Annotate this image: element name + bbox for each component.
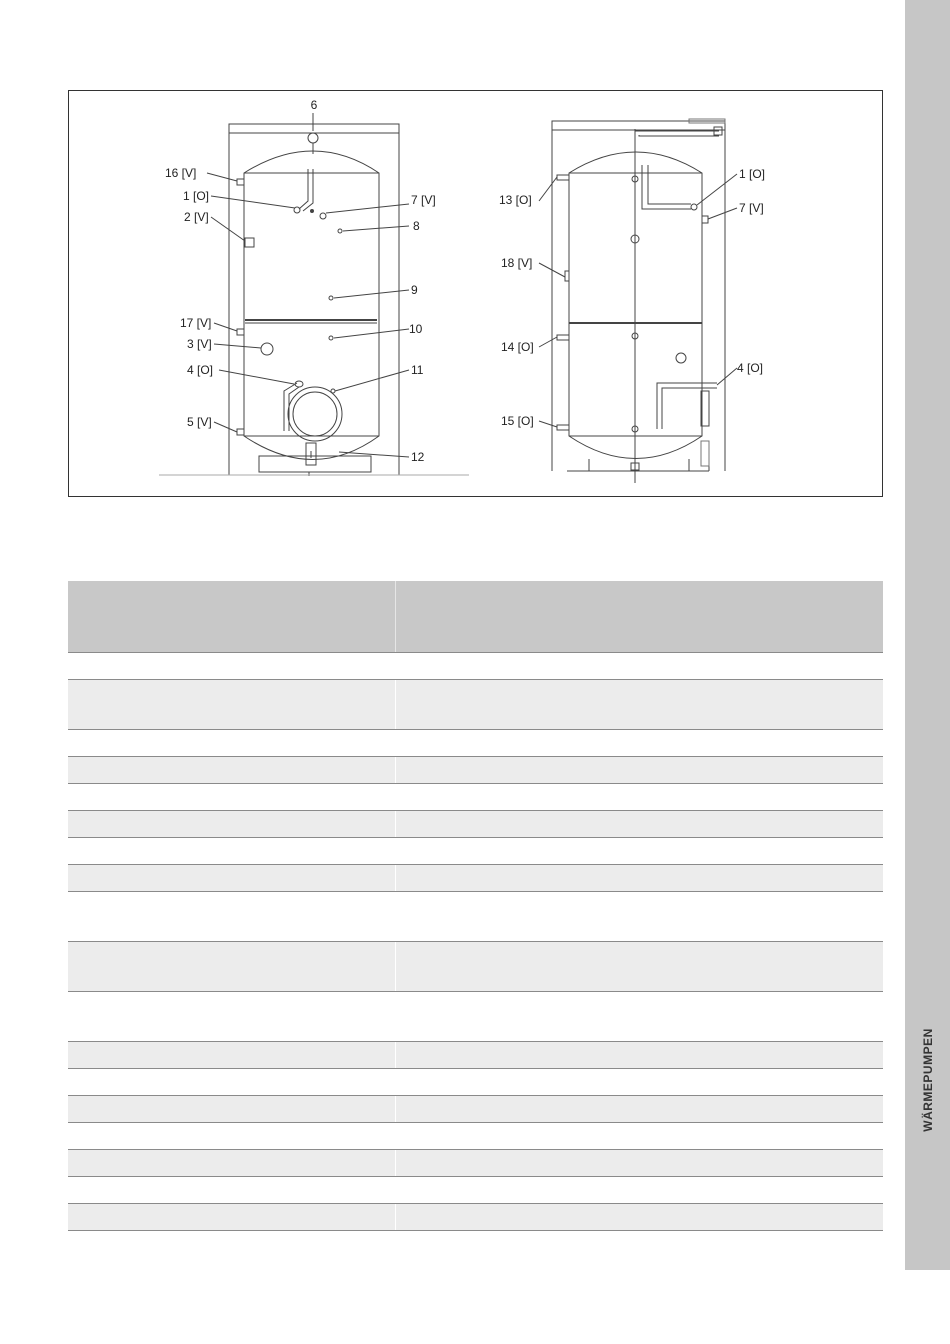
left-tank-body bbox=[244, 151, 379, 460]
label-2v: 2 [V] bbox=[184, 210, 209, 224]
table-row bbox=[68, 784, 883, 811]
label-15o: 15 [O] bbox=[501, 414, 534, 428]
label-9: 9 bbox=[411, 283, 418, 297]
label-18v: 18 [V] bbox=[501, 256, 533, 270]
label-12: 12 bbox=[411, 450, 425, 464]
tank-diagram-figure bbox=[68, 90, 883, 497]
table-row bbox=[68, 1123, 883, 1150]
table-header-cell-1 bbox=[68, 581, 396, 652]
label-3v: 3 [V] bbox=[187, 337, 212, 351]
label-13o: 13 [O] bbox=[499, 193, 532, 207]
table-row bbox=[68, 1150, 883, 1177]
label-1o-right: 1 [O] bbox=[739, 167, 766, 181]
table-row bbox=[68, 811, 883, 838]
table-row bbox=[68, 653, 883, 680]
table-row bbox=[68, 680, 883, 730]
table-row bbox=[68, 892, 883, 942]
label-6: 6 bbox=[310, 98, 318, 112]
table-row bbox=[68, 992, 883, 1042]
label-14o: 14 [O] bbox=[501, 340, 534, 354]
table-row bbox=[68, 1096, 883, 1123]
tank-diagram bbox=[69, 91, 882, 496]
label-4o-left: 4 [O] bbox=[187, 363, 214, 377]
side-tab-text: WÄRMEPUMPEN bbox=[920, 1028, 935, 1132]
side-tab-label bbox=[905, 1030, 950, 1130]
label-4o-right: 4 [O] bbox=[737, 361, 764, 375]
left-tank-top-frame bbox=[229, 124, 399, 133]
table-row bbox=[68, 838, 883, 865]
table-row bbox=[68, 942, 883, 992]
table-row bbox=[68, 1177, 883, 1204]
table-header-cell-2 bbox=[396, 581, 883, 652]
table-row bbox=[68, 757, 883, 784]
label-16v: 16 [V] bbox=[165, 166, 197, 180]
table-header-row bbox=[68, 581, 883, 653]
label-7v-right: 7 [V] bbox=[739, 201, 764, 215]
label-8: 8 bbox=[413, 219, 420, 233]
label-1o-left: 1 [O] bbox=[183, 189, 210, 203]
right-tank-top-frame bbox=[552, 121, 725, 130]
table-row bbox=[68, 730, 883, 757]
label-10: 10 bbox=[409, 322, 423, 336]
table-row bbox=[68, 1204, 883, 1231]
connections-table bbox=[68, 581, 883, 1231]
left-port-6 bbox=[308, 133, 318, 143]
label-5v: 5 [V] bbox=[187, 415, 212, 429]
table-row bbox=[68, 865, 883, 892]
label-7v-left: 7 [V] bbox=[411, 193, 436, 207]
label-11: 11 bbox=[411, 363, 424, 377]
label-17v: 17 [V] bbox=[180, 316, 212, 330]
left-flange bbox=[288, 387, 342, 441]
table-row bbox=[68, 1069, 883, 1096]
table-row bbox=[68, 1042, 883, 1069]
